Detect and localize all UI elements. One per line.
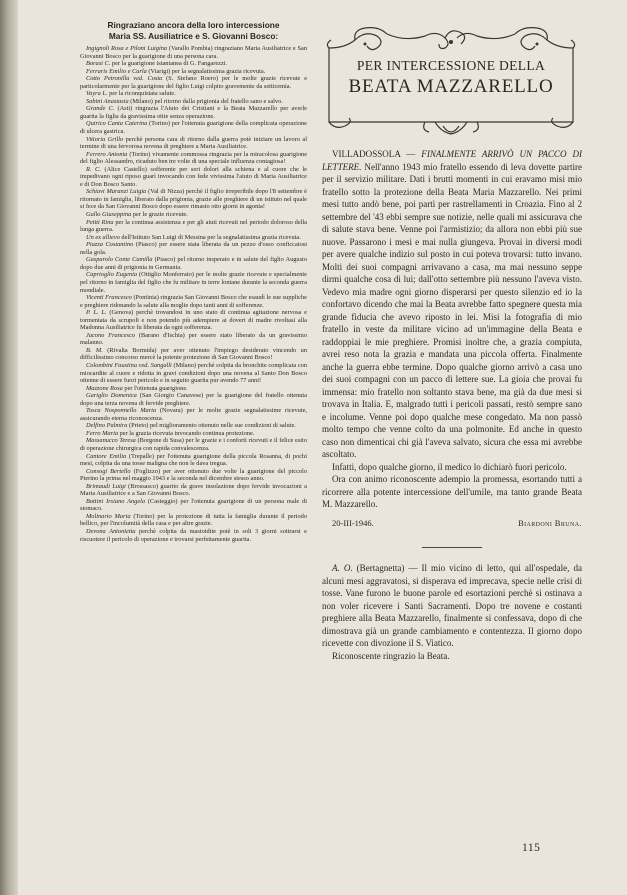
gratitude-entry-name: Massanucco Teresa	[86, 437, 136, 445]
header-title-line2: BEATA MAZZARELLO	[348, 76, 554, 97]
gratitude-entry-text: dell'Istituto San Luigi di Messina per la segnalatissima grazia ricevuta.	[119, 233, 301, 241]
gratitude-entry-text: (Torino) vivamente commossa ringrazia per la miracolosa guarigione del figlio Alessandro, ricaduto ben tre volte di una speciale influenza contagiosa!	[80, 150, 307, 166]
gratitude-entry-text: (Borgone di Susa) per le grazie e i conforti ricevuti e il felice esito di operazione chirurgica con rapida convalescenza.	[80, 437, 307, 452]
gratitude-entry	[80, 68, 307, 76]
gratitude-entry	[80, 234, 307, 242]
gratitude-entry-text: (Pontinia) ringrazia San Giovanni Bosco che esaudì le sue suppliche e preghiere ridonando la salute alla moglie dopo tanti anni di sofferenze.	[80, 294, 307, 309]
gratitude-entry-name: Colombini Faustina ved. Sangalli	[86, 361, 172, 369]
second-lead: A. O.	[332, 563, 353, 573]
gratitude-entry-text: (Novara) per le molte grazie segnalatissime ricevute, assicurando eterna riconoscenza.	[80, 407, 307, 422]
second-body: (Bertagnetta) — Il mio vicino di letto, qui all'ospedale, da alcuni mesi aggravatosi, si disperava ed imprecava, specie nelle crisi di tosse. Vane furono le buone parole ed esortazioni perchè si ostinava a non voler ricevere i Santi Sacramenti. Dopo tre novene e costanti preghiere alla Beata Mazzarello, finalmente si confessava, dopo di che dimostrava già un grande cambiamento e contentezza. Il giorno dopo ricevette con divozione il S. Viatico.	[322, 563, 582, 648]
letter-paragraph-1	[322, 148, 582, 461]
gratitude-entry	[80, 347, 307, 362]
gratitude-entry-name: Cantore Emilia	[86, 452, 127, 460]
gratitude-entry-text: (Piasco) per essere stata liberata da un pezzo d'osso conficcatosi nella gola.	[80, 241, 307, 256]
gratitude-entry-text: (Viarigi) per la segnalatissima grazia ricevuta.	[146, 67, 266, 75]
gratitude-entry	[80, 437, 307, 452]
gratitude-entry-name: Un ex allievo	[86, 233, 120, 241]
gratitude-entry-name: Gallo Giuseppina	[86, 211, 132, 219]
gratitude-entry-text: (San Giorgio Canavese) per la guarigione del fratello ottenuta dopo una terza novena di fervide preghiere.	[80, 392, 307, 407]
gratitude-entry-name: Consogi Bertello	[86, 467, 131, 475]
gratitude-entry-name: Petiti Rina	[86, 218, 114, 226]
gratitude-entry	[80, 309, 307, 332]
gratitude-entry-name: Ingignoli Rosa e Piloni Luigina	[86, 45, 168, 52]
gratitude-entries	[80, 45, 307, 543]
gratitude-entry-name: Delfino Palmira	[86, 422, 128, 430]
gratitude-entry-text: per la riconquistata salute.	[107, 90, 176, 98]
gratitude-entry-text: (Milano) pel ritorno dalla prigionia del fratello sano e salvo.	[128, 97, 283, 105]
gratitude-entry	[80, 528, 307, 543]
gratitude-entry	[80, 385, 307, 393]
gratitude-entry	[80, 60, 307, 68]
second-paragraph-1	[322, 562, 582, 650]
gratitude-entry-name: Borasi C.	[86, 60, 111, 68]
gratitude-entry	[80, 498, 307, 513]
gratitude-entry	[80, 98, 307, 106]
gratitude-entry-name: Tosca Nosponnello Maria	[86, 407, 157, 415]
second-paragraph-2: Riconoscente ringrazio la Beata.	[332, 650, 450, 661]
header-title-line1: PER INTERCESSIONE DELLA	[356, 58, 546, 73]
gratitude-entry-text: (Prieto) pel miglioramento ottenuto nelle sue condizioni di salute.	[127, 422, 296, 430]
gratitude-entry-text: (Alice Castello) sofferente per seri dolori alla schiena e al cuore che le impedivano ogni riposo guarì invocando con fede vivissima l'aiuto di Maria Ausiliatrice e di Don Bosco Santo.	[80, 165, 307, 188]
gratitude-entry-text: (Asti) ringrazia l'Aiuto dei Cristiani e la Beata Mazzarello per averle guarita la figlia da gravissima otite senza operazione.	[80, 105, 307, 120]
section-divider	[422, 547, 482, 548]
gratitude-entry	[80, 211, 307, 219]
gratitude-entry-text: (Torino) per la protezione di tutta la famiglia durante il periodo bellico, per l'incolumità della casa e per altre grazie.	[80, 512, 307, 528]
mazzarello-column	[322, 22, 582, 661]
letter-title: FINALMENTE ARRIVÒ UN PACCO DI LETTERE.	[322, 149, 582, 172]
gratitude-entry-text: (Rivalta Bormida) per aver ottenuto l'impiego desiderato vincendo un difficilissimo concorso mercè la potente protezione di San Giovanni Bosco!	[80, 346, 307, 362]
gratitude-entry-text: (Barano d'Ischia) per essere stato liberato da un gravissimo malanno.	[80, 331, 307, 347]
gratitude-entry-name: Ferraris Emilio e Carla	[86, 67, 147, 75]
gratitude-entry-text: (Torino) per l'ottenuta guarigione della complicata operazione di ulcera gastrica.	[80, 120, 307, 136]
gratitude-entry-name: Molinario Maria	[86, 512, 131, 520]
gratitude-entry-name: Devona Antonietta	[86, 528, 136, 535]
gratitude-entry-name: Mazzone Rosa	[86, 384, 123, 392]
gratitude-entry-text: (Genova) perchè trovandosi in uno stato di continua agitazione nervosa e tormentata da scrupoli e non potendo più adempiere ai doveri di madre rivoltasi alla Madonna Ausiliatrice fu liberata da ogni sofferenza.	[80, 309, 307, 332]
letter-place: VILLADOSSOLA —	[332, 149, 416, 159]
gratitude-entry	[80, 188, 307, 211]
gratitude-entry-name: R. C.	[86, 165, 101, 173]
gratitude-entry-text: (Milano) perchè colpita da bronchite complicata con miocardite al cuore e ridotta in gravi condizioni dopo una novena al Santo Don Bosco ottenne di essere fuori pericolo e in seguito guarita pur avendo 77 anni!	[80, 361, 307, 385]
gratitude-entry-name: Quirico Canta Caterina	[86, 120, 148, 128]
gratitude-entry	[80, 120, 307, 135]
gratitude-entry-name: Gariglio Domenica	[86, 392, 137, 400]
gratitude-entry-name: Gasparolo Conte Camilla	[86, 256, 153, 264]
gratitude-entry-name: Bottini Irsiano Angela	[86, 497, 146, 505]
gratitude-heading-line2: Maria SS. Ausiliatrice e S. Giovanni Bosco:	[108, 30, 279, 41]
gratitude-entry-name: Schiavi Maranzi Luigia	[86, 188, 147, 196]
gratitude-entry-text: (Trepalle) per l'ottenuta guarigione della piccola Rosanna, di pochi mesi, colpita da una tosse maligna che non le dava tregua.	[80, 452, 307, 468]
gratitude-entry-name: Sabini Anastasia	[86, 97, 129, 105]
gratitude-entry-text: perchè colpita da mastoidite potè in soli 3 giorni sottrarsi e riscuotere il pericolo di operazione e trovarsi perfettamente guarita.	[80, 528, 307, 543]
gratitude-column	[80, 20, 307, 862]
gratitude-entry	[80, 453, 307, 468]
gratitude-entry	[80, 392, 307, 407]
gratitude-entry-text: (Val di Nizza) perchè il figlio irreperibile dopo l'8 settembre è ritornato in famiglia, liberato dalla prigionia, grazie alle preghiere di un istituto nel quale si fece da San Giovanni Bosco dopo essere rimasto otto giorni in agonia!	[80, 188, 307, 211]
gratitude-entry-text: per l'ottenuta guarigione.	[122, 384, 188, 392]
gratitude-entry	[80, 362, 307, 385]
gratitude-entry-text: (Foglizzo) per aver ottenuto due volte la guarigione del piccolo Pierino la prima nel maggio 1943 e la seconda nel dicembre stesso anno.	[80, 467, 307, 483]
letter-signature: Biardoni Bruna.	[518, 517, 582, 528]
gratitude-entry-name: Brimaudi Luigi	[86, 482, 126, 490]
gratitude-entry-text: (Varallo Pombia) ringraziano Maria Ausiliatrice e San Giovanni Bosco per la guarigione di una persona cara.	[80, 45, 307, 60]
gratitude-entry	[80, 75, 307, 90]
gratitude-entry-text: per la guarigione istantanea di G. Fangarezzi.	[110, 60, 228, 68]
letter-story	[322, 148, 582, 662]
gratitude-entry-text: per le grazie ricevute.	[131, 211, 188, 219]
gratitude-entry	[80, 407, 307, 422]
gratitude-entry	[80, 256, 307, 271]
gratitude-entry-name: Grande C.	[86, 105, 115, 113]
gratitude-entry	[80, 294, 307, 309]
second-story	[322, 562, 582, 662]
gratitude-entry-name: B. M.	[86, 346, 103, 354]
gratitude-entry-text: per la grazia ricevuta invocando continua protezione.	[118, 429, 255, 437]
gratitude-entry	[80, 166, 307, 189]
gratitude-entry	[80, 219, 307, 234]
gratitude-entry-text: (S. Stefano Roero) per le molte grazie ricevute e particolarmente per la guarigione del figlio Luigi colpito gravemente da setticemia.	[80, 75, 307, 90]
gratitude-entry-name: P. L. L.	[86, 309, 107, 317]
gratitude-entry-name: Ferrero Antonia	[86, 150, 128, 158]
gratitude-entry-text: (Brossasco) guarito da grave insolazione dopo fervide invocazioni a Maria Ausiliatrice e a San Giovanni Bosco.	[80, 482, 307, 498]
gratitude-entry	[80, 136, 307, 151]
gratitude-entry-text: (Piasco) pel ritorno insperato e in salute del figlio Augusto dopo due anni di prigionia in Germania.	[80, 256, 307, 271]
letter-paragraph-2: Infatti, dopo qualche giorno, il medico lo dichiarò fuori pericolo.	[332, 461, 567, 472]
gratitude-entry	[80, 271, 307, 294]
letter-body: Nell'anno 1943 mio fratello essendo di leva dovette partire per il servizio militare. Dati i brutti momenti in cui eravamo misi mio fratello sotto la protezione della Beata Maria Mazzarello. Nei primi mesi tutto andò bene, poi partì per rastrellamenti in Croazia. Fino al 2 settembre del '43 ebbi sempre sue notizie, nelle quali mi assicurava che di salute stava bene. Venne poi l'armistizio; da allora non ebbi più sue nuove. Passarono i mesi e mai nulla giungeva. Provai in diversi modi per avere qualche indizio sul posto in cui poteva trovarsi: tutto invano. Molti dei suoi compagni arrivavano a casa, ma mai nessuno seppe dirmi qualche cosa di lui; dall'otto settembre più nessuno l'aveva visto. Vedevo mia madre ogni giorno disperarsi per questo silenzio ed io la confortavo dicendo che mai la Beata avrebbe fatto spegnere questa mia grande fiducia che avevo riposto in lei. Misi la fotografia di mio fratello in veste da militare vicino ad un'immagine della Beata e raddoppiai le mie preghiere. Promisi inoltre che, a grazia compiuta, avrei reso nota la grazia e mandata una piccola offerta. Finalmente anche la guerra ebbe termine. Dopo qualche giorno arrivò a casa uno dei suoi compagni con un pacco di lettere sue. La gioia che provai fu immensa: mio fratello non soltanto stava bene, ma già da due mesi si trovava in Italia. E, malgrado tutti i pericoli passati, restò sempre sano e incolume. Venne poi dopo qualche mese congedato. Ma non passò molto tempo che venne colto da una polmonite. Ed anche in questo caso non dimenticai chi già l'aveva salvato, sicura che essa mi avrebbe ascoltato.	[322, 161, 582, 459]
gratitude-entry	[80, 483, 307, 498]
gratitude-entry	[80, 241, 307, 256]
gratitude-entry-name: Vittoria Grillo	[86, 135, 124, 143]
gratitude-entry	[80, 45, 307, 60]
gratitude-entry	[80, 90, 307, 98]
letter-paragraph-3: Ora con animo riconoscente adempio la promessa, esortando tutti a ricorrere alla potente intercessione dell'umile, ma tanto grande Beata M. Mazzarello.	[322, 474, 582, 509]
gratitude-entry	[80, 105, 307, 120]
letter-date: 20-III-1946.	[332, 517, 374, 528]
gratitude-entry	[80, 332, 307, 347]
gratitude-entry-name: Piazza Costantino	[86, 241, 134, 249]
gratitude-entry	[80, 513, 307, 528]
page-number: 115	[522, 842, 541, 854]
gratitude-entry-text: (Ottiglio Monferrato) per le molte grazie ricevute e specialmente pel ritorno in famiglia del figlio che fu militare in terre lontane durante la seconda guerra mondiale.	[80, 271, 307, 294]
gratitude-entry-name: Jacono Francesco	[86, 331, 135, 339]
gratitude-entry-text: per la continua assistenza e per gli aiuti ricevuti nel periodo doloroso della lunga guerra.	[80, 218, 307, 234]
gratitude-entry-text: (Casteggio) per l'ottenuta guarigione di un persona male di stomaco.	[80, 497, 307, 513]
gratitude-entry-name: Vicenti Francesco	[86, 294, 132, 302]
gratitude-entry	[80, 422, 307, 430]
gratitude-entry-name: Caprioglio Eugenia	[86, 271, 138, 279]
page-binding-shadow	[0, 0, 18, 895]
gratitude-entry-name: Ferro Maria	[86, 429, 119, 437]
gratitude-entry	[80, 151, 307, 166]
gratitude-entry	[80, 468, 307, 483]
ornamental-header	[325, 22, 577, 140]
letter-signature-row	[322, 517, 582, 530]
gratitude-entry-text: perchè persona cara di ritorno dalla guerra potè iniziare un lavoro al termine di una fervorosa novena di preghiere a Maria Ausiliatrice.	[80, 135, 307, 151]
gratitude-heading-line1: Ringraziano ancora della loro intercessione	[107, 20, 280, 30]
gratitude-entry-name: Vayra L.	[86, 90, 108, 98]
gratitude-entry-name: Cotto Petronilla ved. Costa	[86, 75, 163, 83]
gratitude-heading	[80, 20, 307, 41]
gratitude-entry	[80, 430, 307, 438]
